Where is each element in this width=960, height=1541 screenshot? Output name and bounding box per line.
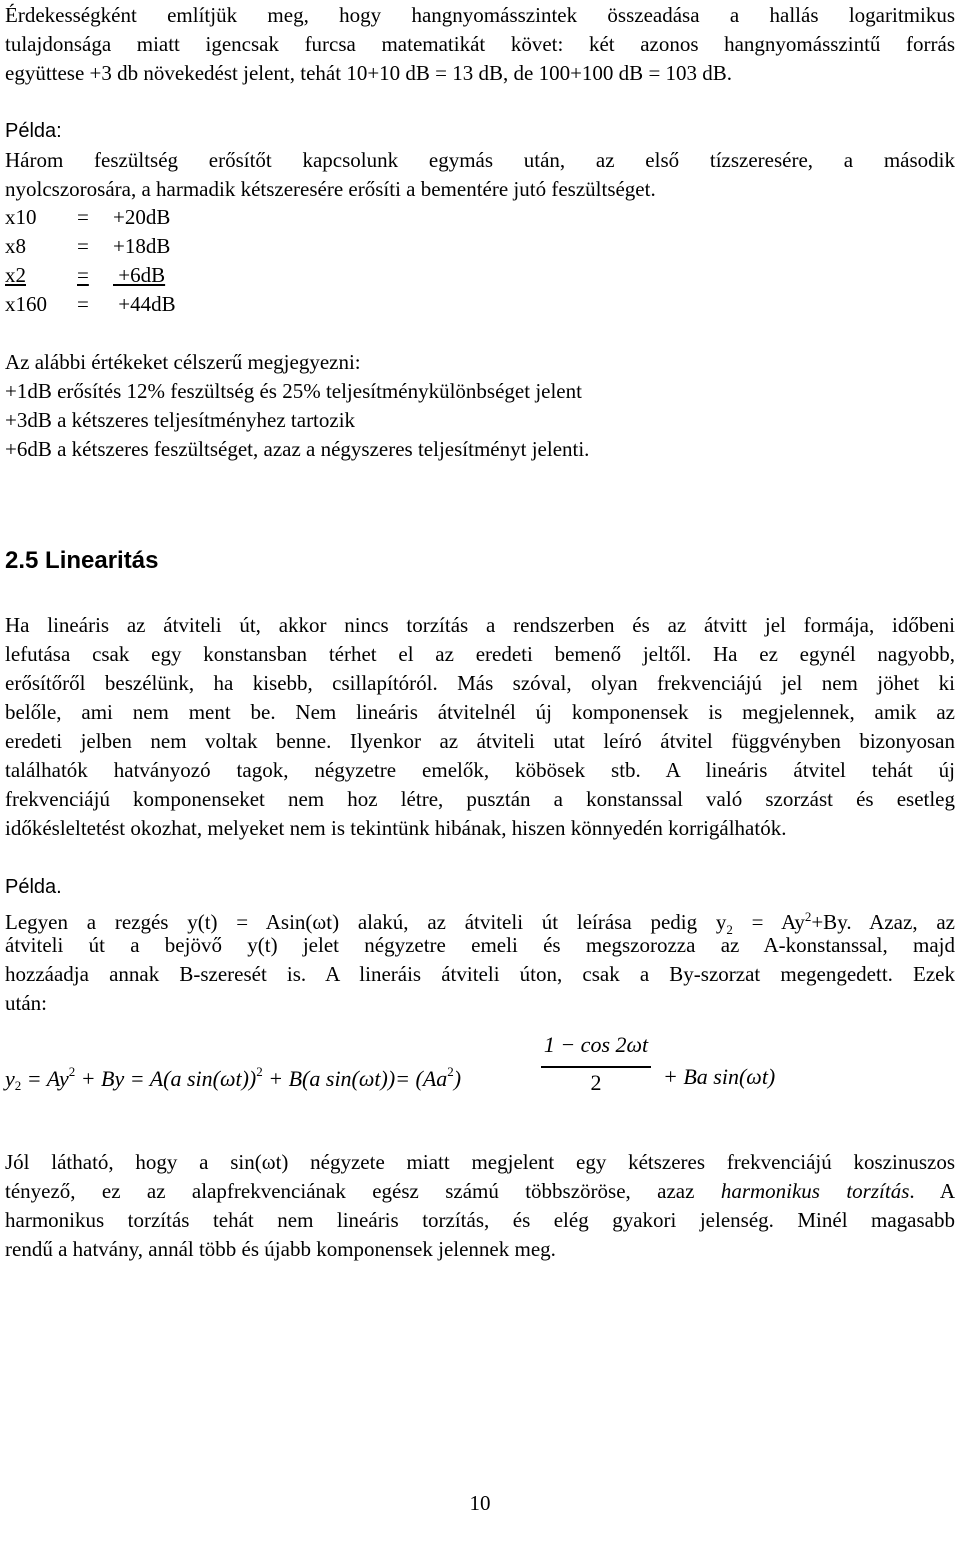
gain-row-total [5, 290, 176, 319]
section-line: időkésleltetést okozhat, melyeket nem is tekintünk hibának, hiszen könnyedén korrigálhatók. [5, 816, 787, 840]
example-label: Példa. [5, 876, 62, 898]
gain-factor: x8 [5, 234, 26, 258]
section-line: frekvenciájú komponenseket nem hoz létre, pusztán a konstanssal való szorzást és esetleg [5, 787, 955, 811]
example-line: nyolcszorosára, a harmadik kétszeresére erősíti a bementére jutó feszültséget. [5, 177, 656, 201]
gain-row [5, 261, 165, 290]
intro-line: tulajdonsága miatt igencsak furcsa matematikát követ: két azonos hangnyomásszintű forrás [5, 32, 955, 56]
note-line: +6dB a kétszeres feszültséget, azaz a négyszeres teljesítményt jelenti. [5, 437, 590, 461]
fraction-bar [541, 1066, 651, 1068]
formula-tail: + Ba sin(ωt) [663, 1064, 776, 1089]
formula-main: $y_2 = Ay^2 + By = A(a$ sin(ωt))$^2$ + B(a $\sin(\omega t))= (Aa^2)$ [5, 1064, 462, 1093]
page-number: 10 [469, 1491, 491, 1515]
gain-factor: x2 [5, 263, 26, 287]
example2-line: Legyen a rezgés y(t) = Asin(ωt) alakú, az átviteli út leírása pedig $y_2 = Ay^2+By$. Azaz, az [5, 909, 955, 938]
gain-row [5, 232, 170, 261]
section-line: erősítőről beszélünk, ha kisebb, csillapítóról. Más szóval, olyan frekvenciájú jel nem jöhet ki [5, 671, 955, 695]
section-line: eredeti jelben nem voltak benne. Ilyenkor az átviteli utat leíró átvitel függvényben bizonyosan [5, 729, 955, 753]
conclusion-line: harmonikus torzítás tehát nem lineáris torzítás, és elég gyakori jelenség. Minél magasabb [5, 1208, 955, 1232]
intro-line: együttese +3 db növekedést jelent, tehát 10+10 dB = 13 dB, de 100+100 dB = 103 dB. [5, 61, 733, 85]
section-line: belőle, ami nem ment be. Nem lineáris átvitelnél új komponensek is megjelennek, amik az [5, 700, 955, 724]
example2-line: átviteli út a bejövő y(t) jelet négyzetre emeli és megszorozza az A-konstanssal, majd [5, 933, 955, 957]
note-line: +1dB erősítés 12% feszültség és 25% teljesítménykülönbséget jelent [5, 379, 582, 403]
example-label: Példa: [5, 120, 62, 142]
emphasis-term: harmonikus torzítás [720, 1179, 910, 1203]
gain-db: +44dB [113, 292, 176, 316]
example2-line: után: [5, 991, 47, 1015]
section-heading: 2.5 Linearitás [5, 547, 159, 574]
section-line: lefutása csak egy konstansban térhet el az eredeti bemenő jeltől. Ha ez egynél nagyobb, [5, 642, 955, 666]
gain-factor: x160 [5, 292, 47, 316]
gain-row [5, 203, 170, 232]
note-line: +3dB a kétszeres teljesítményhez tartozik [5, 408, 356, 432]
gain-db: +18dB [113, 234, 171, 258]
gain-equals: = [77, 263, 89, 287]
formula-fraction [541, 1032, 651, 1107]
intro-line: Érdekességként említjük meg, hogy hangnyomásszintek összeadása a hallás logaritmikus [5, 3, 955, 27]
gain-factor: x10 [5, 205, 37, 229]
conclusion-line: Jól látható, hogy a sin(ωt) négyzete miatt megjelent egy kétszeres frekvenciájú koszinuszos [5, 1150, 955, 1174]
gain-equals: = [77, 234, 89, 258]
conclusion-line: tényező, ez az alapfrekvenciának egész számú többszöröse, azaz harmonikus torzítás. A [5, 1179, 955, 1203]
gain-db: +20dB [113, 205, 171, 229]
gain-equals: = [77, 292, 89, 316]
section-line: találhatók hatványozó tagok, négyzetre emelők, köbösek stb. A lineáris átvitel tehát új [5, 758, 955, 782]
conclusion-line: rendű a hatvány, annál több és újabb komponensek jelennek meg. [5, 1237, 556, 1261]
fraction-numerator: 1 − cos 2ωt [543, 1032, 649, 1057]
gain-db: +6dB [113, 263, 166, 287]
gain-equals: = [77, 205, 89, 229]
fraction-denominator: 2 [590, 1070, 602, 1095]
example-line: Három feszültség erősítőt kapcsolunk egymás után, az első tízszeresére, a második [5, 148, 955, 172]
example2-line: hozzáadja annak B-szeresét is. A lineráis átviteli úton, csak a By-szorzat megengedett. Ezek [5, 962, 955, 986]
section-line: Ha lineáris az átviteli út, akkor nincs torzítás a rendszerben és az átvitt jel formája, időbeni [5, 613, 955, 637]
note-line: Az alábbi értékeket célszerű megjegyezni: [5, 350, 361, 374]
